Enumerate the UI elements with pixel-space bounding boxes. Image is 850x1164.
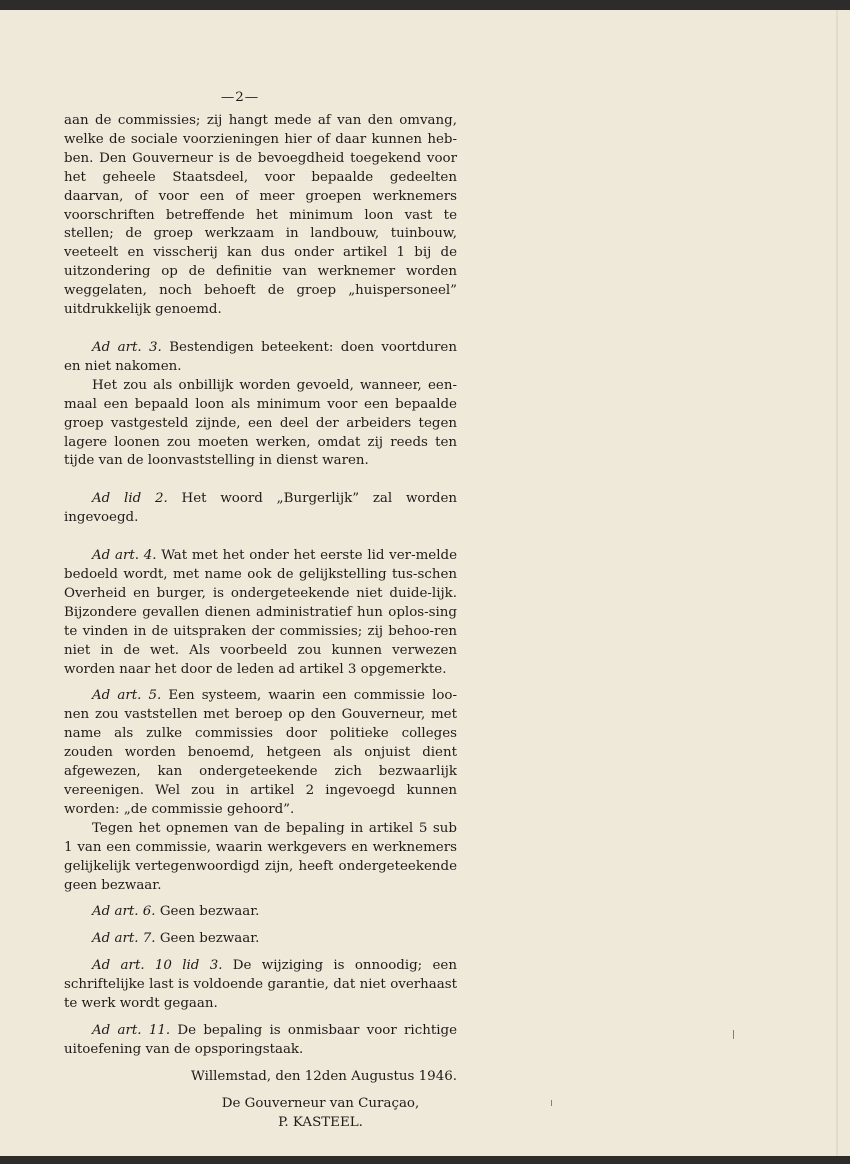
section-art6 (64, 903, 457, 922)
scan-background (0, 10, 850, 1156)
section-art7 (64, 930, 457, 949)
document-page (0, 10, 838, 1156)
section-art5-continued: Tegen het opnemen van de bepaling in artikel 5 sub 1 van een commissie, waarin werkgevers en werknemers gelijkelijk vertegenwoordigd zijn, heeft ondergeteekende geen bezwaar. (64, 820, 457, 893)
section-ref: Ad art. 10 lid 3. (92, 958, 223, 974)
section-ref: Ad art. 11. (92, 1022, 171, 1038)
section-ref: Ad art. 4. (92, 548, 157, 564)
section-ref: Ad lid 2. (92, 491, 168, 507)
signature-name: P. KASTEEL. (278, 1114, 363, 1130)
section-text: Wat met het onder het eerste lid ver-melde bedoeld wordt, met name ook de gelijkstelling tus-schen Overheid en burger, is ondergeteekende niet duide-lijk. Bijzondere gevallen dienen administratief hun oplos-sing te vinden in de uitspraken der commissies; zij behoo-ren niet in de wet. Als voorbeeld zou kunnen verwezen worden naar het door de leden ad artikel 3 opgemerkte. (64, 548, 457, 677)
signature-title: De Gouverneur van Curaçao, (221, 1095, 420, 1111)
page-number: —2— (220, 90, 260, 105)
section-art4 (64, 547, 457, 679)
section-lid2 (64, 490, 457, 528)
paragraph-intro: aan de commissies; zij hangt mede af van den omvang, welke de sociale voorzieningen hier of daar kunnen heb-ben. Den Gouverneur is de bevoegdheid toegekend voor het geheele Staatsdeel, voor bepaalde gedeelten daarvan, of voor een of meer groepen werknemers voorschriften betreffende het minimum loon vast te stellen; de groep werkzaam in landbouw, tuinbouw, veeteelt en visscherij kan dus onder artikel 1 bij de uitzondering op de definitie van werknemer worden weggelaten, noch behoeft de groep „huispersoneel” uitdrukkelijk genoemd. (64, 113, 457, 318)
signature-place-date: Willemstad, den 12den Augustus 1946. (191, 1068, 457, 1084)
section-ref: Ad art. 5. (92, 688, 162, 704)
section-text: De bepaling is onmisbaar voor richtige uitoefening van de opsporingstaak. (64, 1022, 457, 1057)
section-art11 (64, 1022, 457, 1060)
section-art3-continued: Het zou als onbillijk worden gevoeld, wanneer, een-maal een bepaald loon als minimum voor een bepaalde groep vastgesteld zijnde, een deel der arbeiders tegen lagere loonen zou moeten werken, omdat zij reeds ten tijde van de loonvaststelling in dienst waren. (64, 377, 457, 469)
section-ref: Ad art. 7. (92, 931, 156, 947)
paper-speck (733, 1030, 734, 1039)
section-text: De wijziging is onnoodig; een schriftelijke last is voldoende garantie, dat niet overhaast te werk wordt gegaan. (64, 958, 457, 1012)
section-art5 (64, 687, 457, 819)
section-text: Het woord „Burgerlijk” zal worden ingevoegd. (64, 491, 458, 526)
section-text: Een systeem, waarin een commissie loo-nen zou vaststellen met beroep op den Gouverneur, met name als zulke commissies door politieke colleges zouden worden benoemd, hetgeen als onjuist dient afgewezen, kan ondergeteekende zich bezwaarlijk vereenigen. Wel zou in artikel 2 ingevoegd kunnen worden: „de commissie gehoord”. (64, 688, 457, 817)
paper-speck (551, 1100, 552, 1106)
section-art10 (64, 957, 457, 1014)
document-body (64, 80, 457, 1133)
section-text: Bestendigen beteekent: doen voortduren en niet nakomen. (64, 339, 457, 374)
section-ref: Ad art. 6. (92, 904, 156, 920)
section-text: Geen bezwaar. (159, 904, 260, 920)
section-ref: Ad art. 3. (92, 339, 162, 355)
section-art3 (64, 339, 457, 377)
section-text: Geen bezwaar. (159, 931, 260, 947)
